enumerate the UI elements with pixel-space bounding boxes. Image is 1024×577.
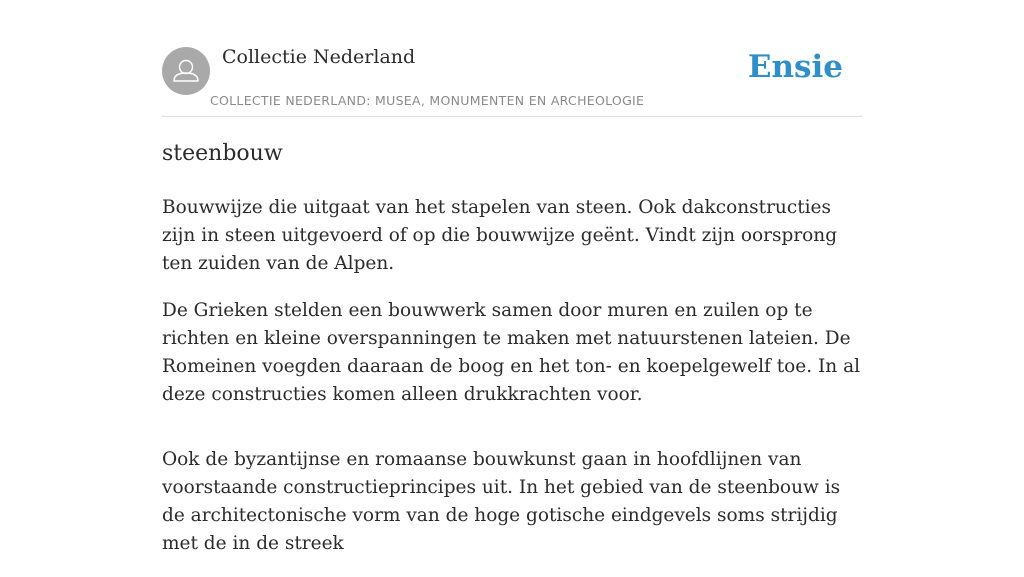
page-header: [162, 0, 862, 117]
author-name-link[interactable]: Collectie Nederland: [222, 46, 416, 68]
user-avatar-icon[interactable]: [162, 47, 210, 95]
ensie-logo[interactable]: Ensie: [747, 49, 843, 85]
article-paragraph-2: De Grieken stelden een bouwwerk samen door muren en zuilen op te richten en kleine overspanningen te maken met natuurstenen lateien. De Romeinen voegden daaraan de boog en het ton- en koepelgewelf toe. In al deze constructies komen alleen drukkrachten voor.: [162, 300, 861, 405]
source-label: COLLECTIE NEDERLAND: MUSEA, MONUMENTEN EN ARCHEOLOGIE: [210, 93, 645, 108]
article-paragraph-3: Ook de byzantijnse en romaanse bouwkunst gaan in hoofdlijnen van voorstaande constructieprincipes uit. In het gebied van de steenbouw is de architectonische vorm van de hoge gotische eindgevels soms strijdig met de in de streek: [162, 449, 841, 554]
article-title: steenbouw: [162, 141, 283, 166]
article-paragraph-1: Bouwwijze die uitgaat van het stapelen van steen. Ook dakconstructies zijn in steen uitgevoerd of op die bouwwijze geënt. Vindt zijn oorsprong ten zuiden van de Alpen.: [162, 197, 838, 274]
user-silhouette-icon: [162, 47, 210, 95]
article-body: [162, 138, 862, 577]
